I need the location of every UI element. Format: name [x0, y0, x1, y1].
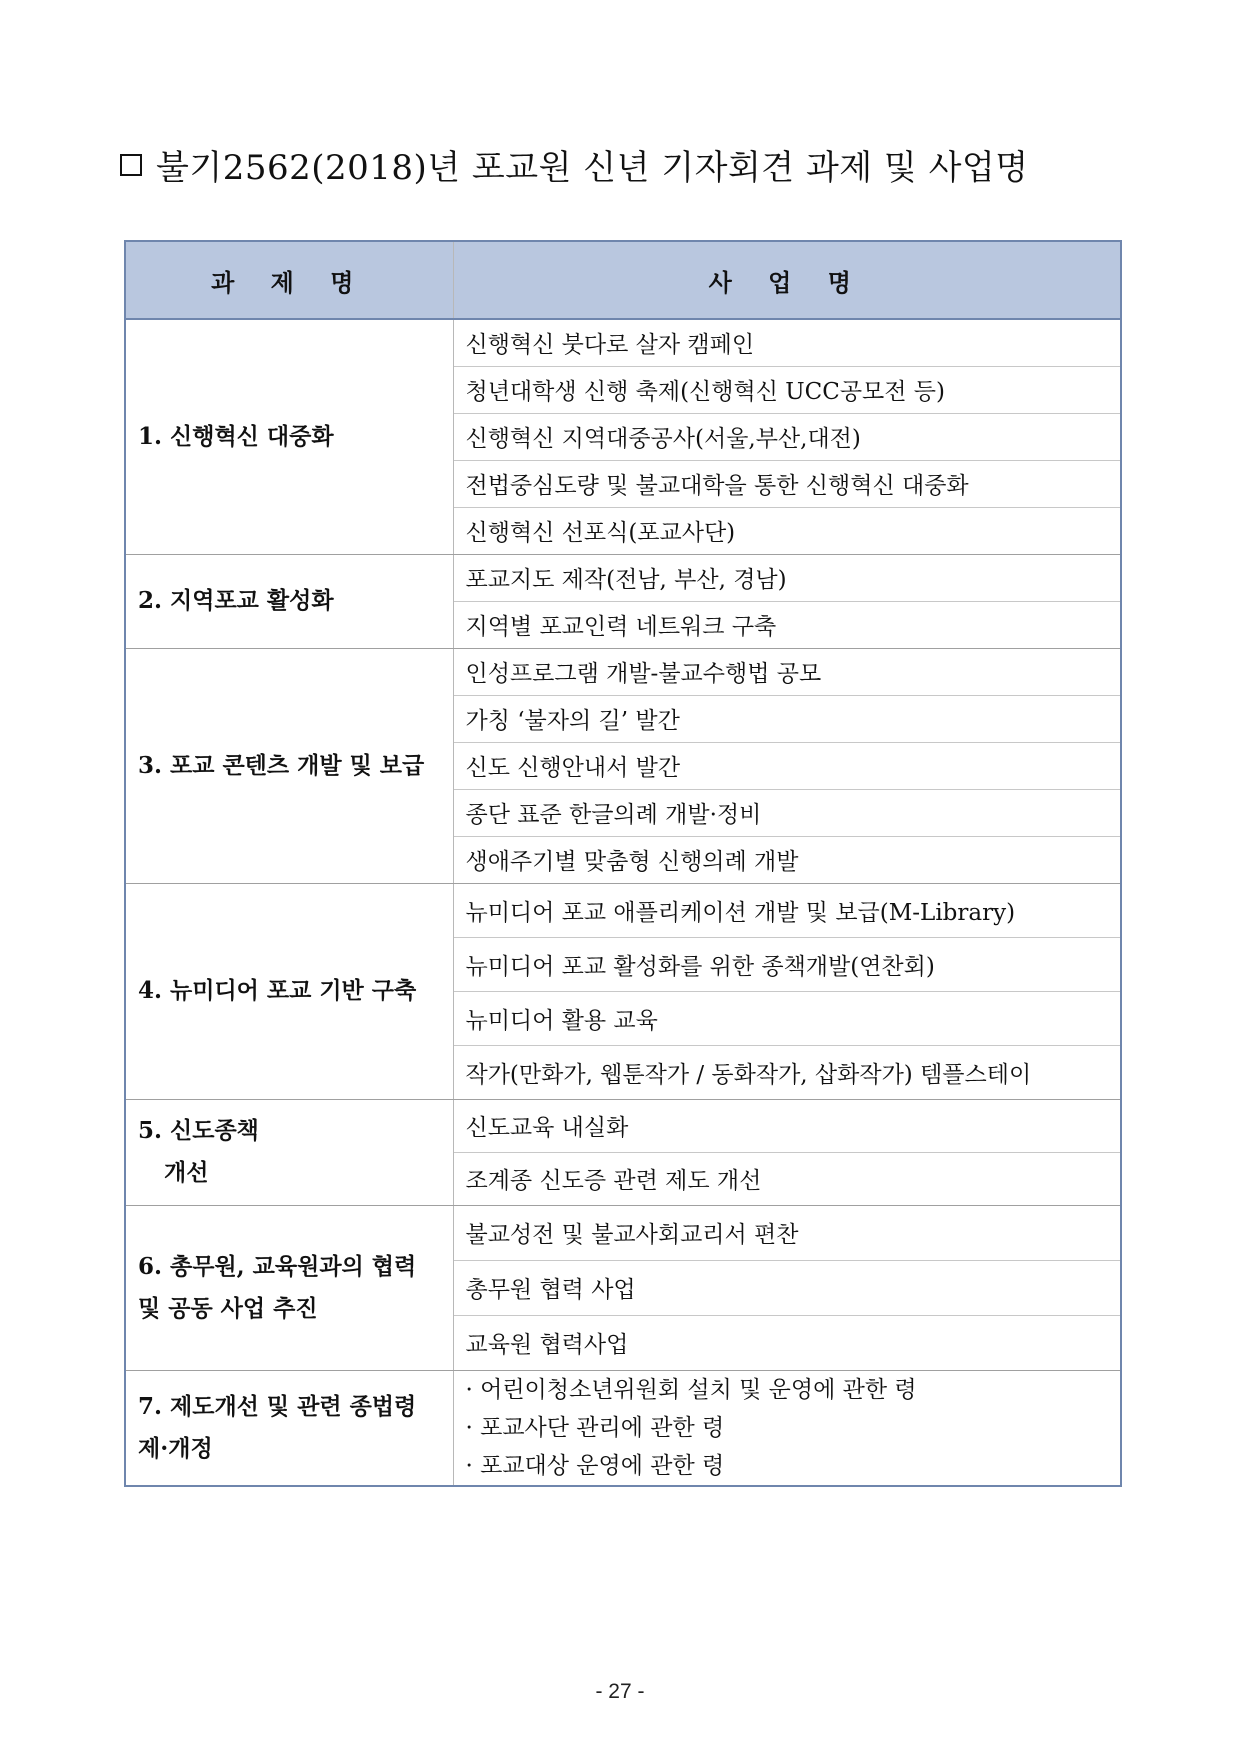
page-heading-text: 불기2562(2018)년 포교원 신년 기자회견 과제 및 사업명 [156, 148, 1029, 188]
project-cell: 총무원 협력 사업 [453, 1260, 1121, 1315]
project-cell: 가칭 ‘불자의 길’ 발간 [453, 695, 1121, 742]
list-item: · 포교대상 운영에 관한 령 [465, 1452, 725, 1479]
checkbox-square-icon [120, 154, 142, 176]
page-number: - 27 - [595, 1680, 645, 1703]
task-cell: 3. 포교 콘텐츠 개발 및 보급 [125, 648, 453, 883]
page-heading [120, 140, 1029, 189]
project-cell: 생애주기별 맞춤형 신행의례 개발 [453, 836, 1121, 883]
task-cell: 6. 총무원, 교육원과의 협력 및 공동 사업 추진 [125, 1205, 453, 1370]
project-cell: 불교성전 및 불교사회교리서 편찬 [453, 1205, 1121, 1260]
project-cell: 전법중심도량 및 불교대학을 통한 신행혁신 대중화 [453, 460, 1121, 507]
table-row [125, 1205, 1121, 1260]
project-cell: 뉴미디어 포교 활성화를 위한 종책개발(연찬회) [453, 937, 1121, 991]
project-cell: 교육원 협력사업 [453, 1315, 1121, 1370]
project-cell: 뉴미디어 포교 애플리케이션 개발 및 보급(M-Library) [453, 883, 1121, 937]
project-cell: 청년대학생 신행 축제(신행혁신 UCC공모전 등) [453, 366, 1121, 413]
task-cell [125, 1099, 453, 1205]
task-cell: 7. 제도개선 및 관련 종법령 제·개정 [125, 1370, 453, 1486]
table-row [125, 648, 1121, 695]
task-line: 5. 신도종책 [138, 1117, 259, 1144]
list-item: · 어린이청소년위원회 설치 및 운영에 관한 령 [465, 1376, 917, 1403]
task-column-header: 과 제 명 [125, 241, 453, 319]
project-cell: 포교지도 제작(전남, 부산, 경남) [453, 554, 1121, 601]
table-row [125, 883, 1121, 937]
task-project-table [124, 240, 1122, 1487]
project-cell: 신행혁신 선포식(포교사단) [453, 507, 1121, 554]
project-cell: 뉴미디어 활용 교육 [453, 991, 1121, 1045]
table-header-row [125, 241, 1121, 319]
project-cell: 종단 표준 한글의례 개발·정비 [453, 789, 1121, 836]
project-cell: 인성프로그램 개발-불교수행법 공모 [453, 648, 1121, 695]
project-cell: 신행혁신 지역대중공사(서울,부산,대전) [453, 413, 1121, 460]
list-item: · 포교사단 관리에 관한 령 [465, 1414, 725, 1441]
task-cell: 2. 지역포교 활성화 [125, 554, 453, 648]
project-cell: 신도교육 내실화 [453, 1099, 1121, 1152]
task-line: 개선 [164, 1159, 209, 1186]
project-cell: 신행혁신 붓다로 살자 캠페인 [453, 319, 1121, 366]
project-cell: 조계종 신도증 관련 제도 개선 [453, 1152, 1121, 1205]
task-cell: 4. 뉴미디어 포교 기반 구축 [125, 883, 453, 1099]
project-cell [453, 1370, 1121, 1486]
project-column-header: 사 업 명 [453, 241, 1121, 319]
table-row [125, 554, 1121, 601]
project-cell: 지역별 포교인력 네트워크 구축 [453, 601, 1121, 648]
table-row [125, 1370, 1121, 1486]
project-cell: 작가(만화가, 웹툰작가 / 동화작가, 삽화작가) 템플스테이 [453, 1045, 1121, 1099]
task-cell: 1. 신행혁신 대중화 [125, 319, 453, 554]
table-row [125, 319, 1121, 366]
table-row [125, 1099, 1121, 1152]
project-cell: 신도 신행안내서 발간 [453, 742, 1121, 789]
